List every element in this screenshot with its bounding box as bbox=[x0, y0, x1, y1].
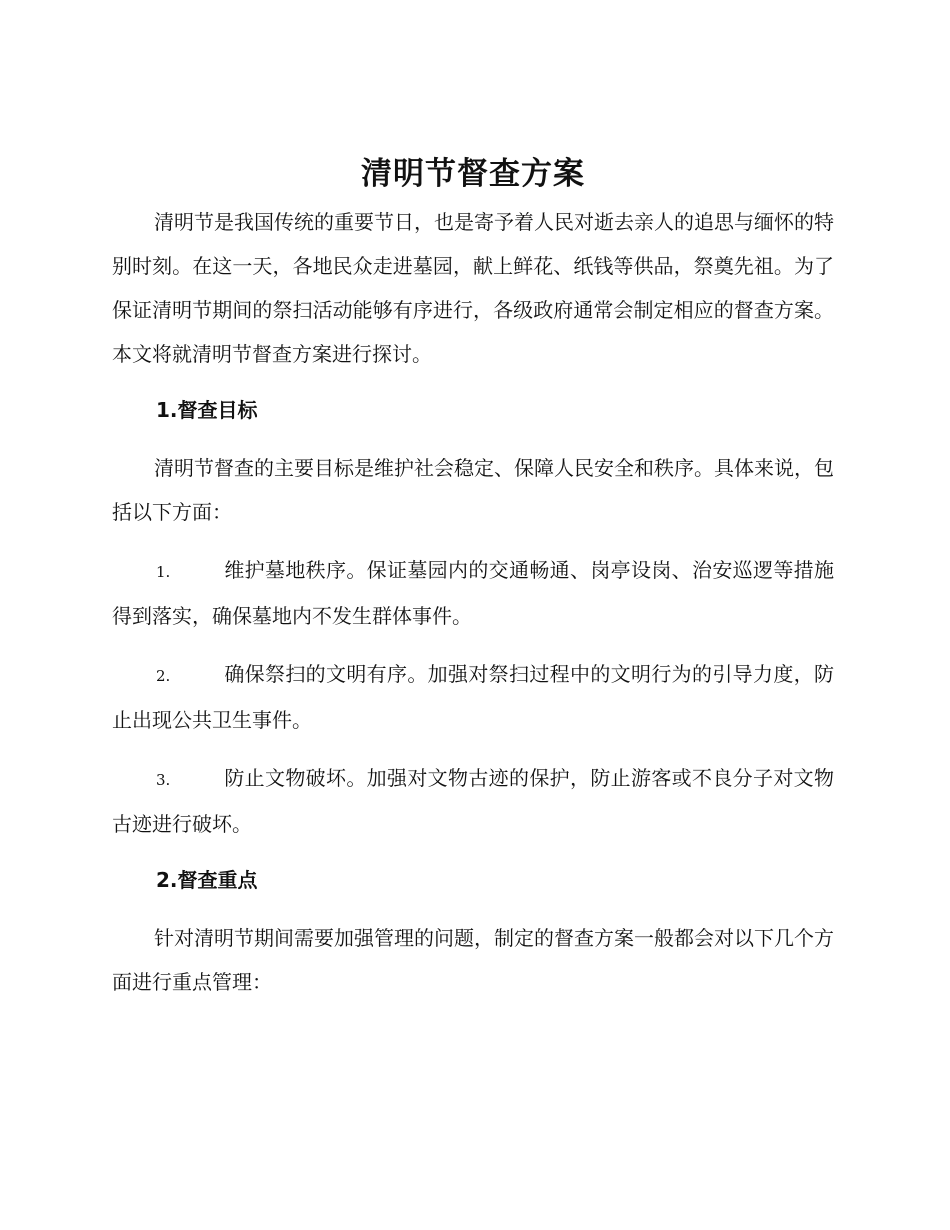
section-goals bbox=[112, 388, 834, 846]
list-number: 2. bbox=[156, 667, 171, 685]
document-page bbox=[112, 148, 834, 1004]
list-item bbox=[112, 756, 834, 846]
list-number: 1. bbox=[156, 563, 171, 581]
intro-paragraph: 清明节是我国传统的重要节日，也是寄予着人民对逝去亲人的追思与缅怀的特别时刻。在这一天，各地民众走进墓园，献上鲜花、纸钱等供品，祭奠先祖。为了保证清明节期间的祭扫活动能够有序进行，各级政府通常会制定相应的督查方案。本文将就清明节督查方案进行探讨。 bbox=[112, 210, 834, 366]
list-item bbox=[112, 652, 834, 742]
section-focus bbox=[112, 858, 834, 1004]
section-paragraph-focus: 针对清明节期间需要加强管理的问题，制定的督查方案一般都会对以下几个方面进行重点管理： bbox=[112, 926, 834, 994]
list-item bbox=[112, 548, 834, 638]
list-number: 3. bbox=[156, 771, 171, 789]
section-heading-goals: 1.督查目标 bbox=[156, 398, 258, 422]
list-text: 防止文物破坏。加强对文物古迹的保护，防止游客或不良分子对文物古迹进行破坏。 bbox=[112, 766, 834, 836]
section-paragraph-goals: 清明节督查的主要目标是维护社会稳定、保障人民安全和秩序。具体来说，包括以下方面： bbox=[112, 456, 834, 524]
document-title: 清明节督查方案 bbox=[361, 156, 585, 192]
section-heading-focus: 2.督查重点 bbox=[156, 868, 258, 892]
list-text: 维护墓地秩序。保证墓园内的交通畅通、岗亭设岗、治安巡逻等措施得到落实，确保墓地内不发生群体事件。 bbox=[112, 558, 834, 628]
list-text: 确保祭扫的文明有序。加强对祭扫过程中的文明行为的引导力度，防止出现公共卫生事件。 bbox=[112, 662, 834, 732]
